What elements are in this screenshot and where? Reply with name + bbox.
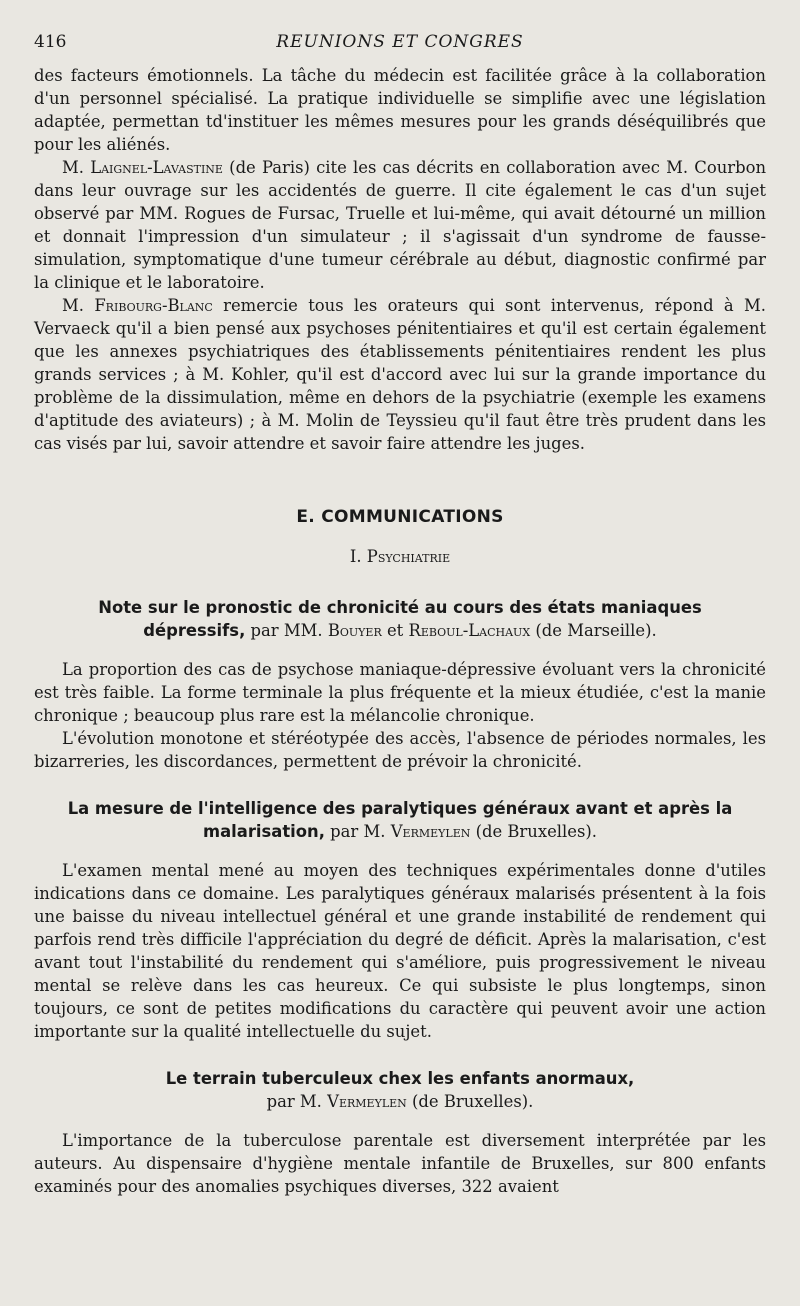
section-heading: E. COMMUNICATIONS: [296, 507, 504, 527]
author-name: Vermeylen: [327, 1092, 407, 1111]
article-title-intelligence: La mesure de l'intelligence des paralytiques généraux avant et après la malarisation, par M. Vermeylen (de Bruxelles).: [67, 799, 733, 841]
paragraph-laignel-lavastine: M. Laignel-Lavastine (de Paris) cite les cas décrits en collaboration avec M. Courbon dans leur ouvrage sur les accidentés de guerre. Il cite également le cas d'un sujet observé par MM. Rogues de Fursac, Truelle et lui-même, qui avait détourné un million et donnait l'impression d'un simulateur ; il s'agissait d'un syndrome de fausse-simulation, symptomatique d'une tumeur cérébrale au début, diagnostic confirmé par la clinique et le laboratoire.: [34, 158, 767, 292]
article-title-chronicite: Note sur le pronostic de chronicité au cours des états maniaques dépressifs, par MM. Bouyer et Reboul-Lachaux (de Marseille).: [98, 598, 702, 640]
author-name: Vermeylen: [390, 822, 471, 841]
page-number: 416: [34, 32, 67, 52]
paragraph: L'importance de la tuberculose parentale est diversement interprétée par les auteurs. Au dispensaire d'hygiène mentale infantile de Bruxelles, sur 800 enfants examinés pour des anomalies psychiques diverses, 322 avaient: [34, 1131, 766, 1196]
subsection-heading: I. Psychiatrie: [349, 547, 451, 566]
speaker-name: Laignel-Lavastine: [90, 158, 223, 177]
running-head: REUNIONS ET CONGRES: [276, 32, 524, 52]
article-title-tuberculeux: Le terrain tuberculeux chex les enfants anormaux, par M. Vermeylen (de Bruxelles).: [165, 1069, 635, 1111]
paragraph-continuation: des facteurs émotionnels. La tâche du médecin est facilitée grâce à la collaboration d'un personnel spécialisé. La pratique individuelle se simplifie avec une législation adaptée, permettan td'instituer les mêmes mesures pour les grands déséquilibrés que pour les aliénés.: [34, 66, 766, 154]
speaker-name: Fribourg-Blanc: [94, 296, 213, 315]
paragraph: L'évolution monotone et stéréotypée des accès, l'absence de périodes normales, les bizarreries, les discordances, permettent de prévoir la chronicité.: [34, 729, 766, 771]
paragraph-fribourg-blanc: M. Fribourg-Blanc remercie tous les orateurs qui sont intervenus, répond à M. Vervaeck qu'il a bien pensé aux psychoses pénitentiaires et qu'il est certain également que les annexes psychiatriques des établissements pénitentiaires rendent les plus grands services ; à M. Kohler, qu'il est d'accord avec lui sur la grande importance du problème de la dissimulation, même en dehors de la psychiatrie (exemple les examens d'aptitude des aviateurs) ; à M. Molin de Teyssieu qu'il faut être très prudent dans les cas visés par lui, savoir attendre et savoir faire attendre les juges.: [34, 296, 767, 453]
paragraph: L'examen mental mené au moyen des techniques expérimentales donne d'utiles indications dans ce domaine. Les paralytiques généraux malarisés présentent à la fois une baisse du niveau intellectuel général et une grande instabilité de rendement qui parfois rend très difficile l'appréciation du degré de déficit. Après la malarisation, c'est avant tout l'instabilité du rendement qui s'améliore, puis progressivement le niveau mental se relève dans les cas heureux. Ce qui subsiste le plus longtemps, sinon toujours, ce sont de petites modifications du caractère qui peuvent avoir une action importante sur la qualité intellectuelle du sujet.: [34, 861, 766, 1041]
author-name: Reboul-Lachaux: [408, 621, 531, 640]
author-name: Bouyer: [327, 621, 382, 640]
page-header: [34, 24, 766, 64]
paragraph: La proportion des cas de psychose maniaque-dépressive évoluant vers la chronicité est très faible. La forme terminale la plus fréquente et la mieux étudiée, c'est la manie chronique ; beaucoup plus rare est la mélancolie chronique.: [34, 660, 766, 725]
